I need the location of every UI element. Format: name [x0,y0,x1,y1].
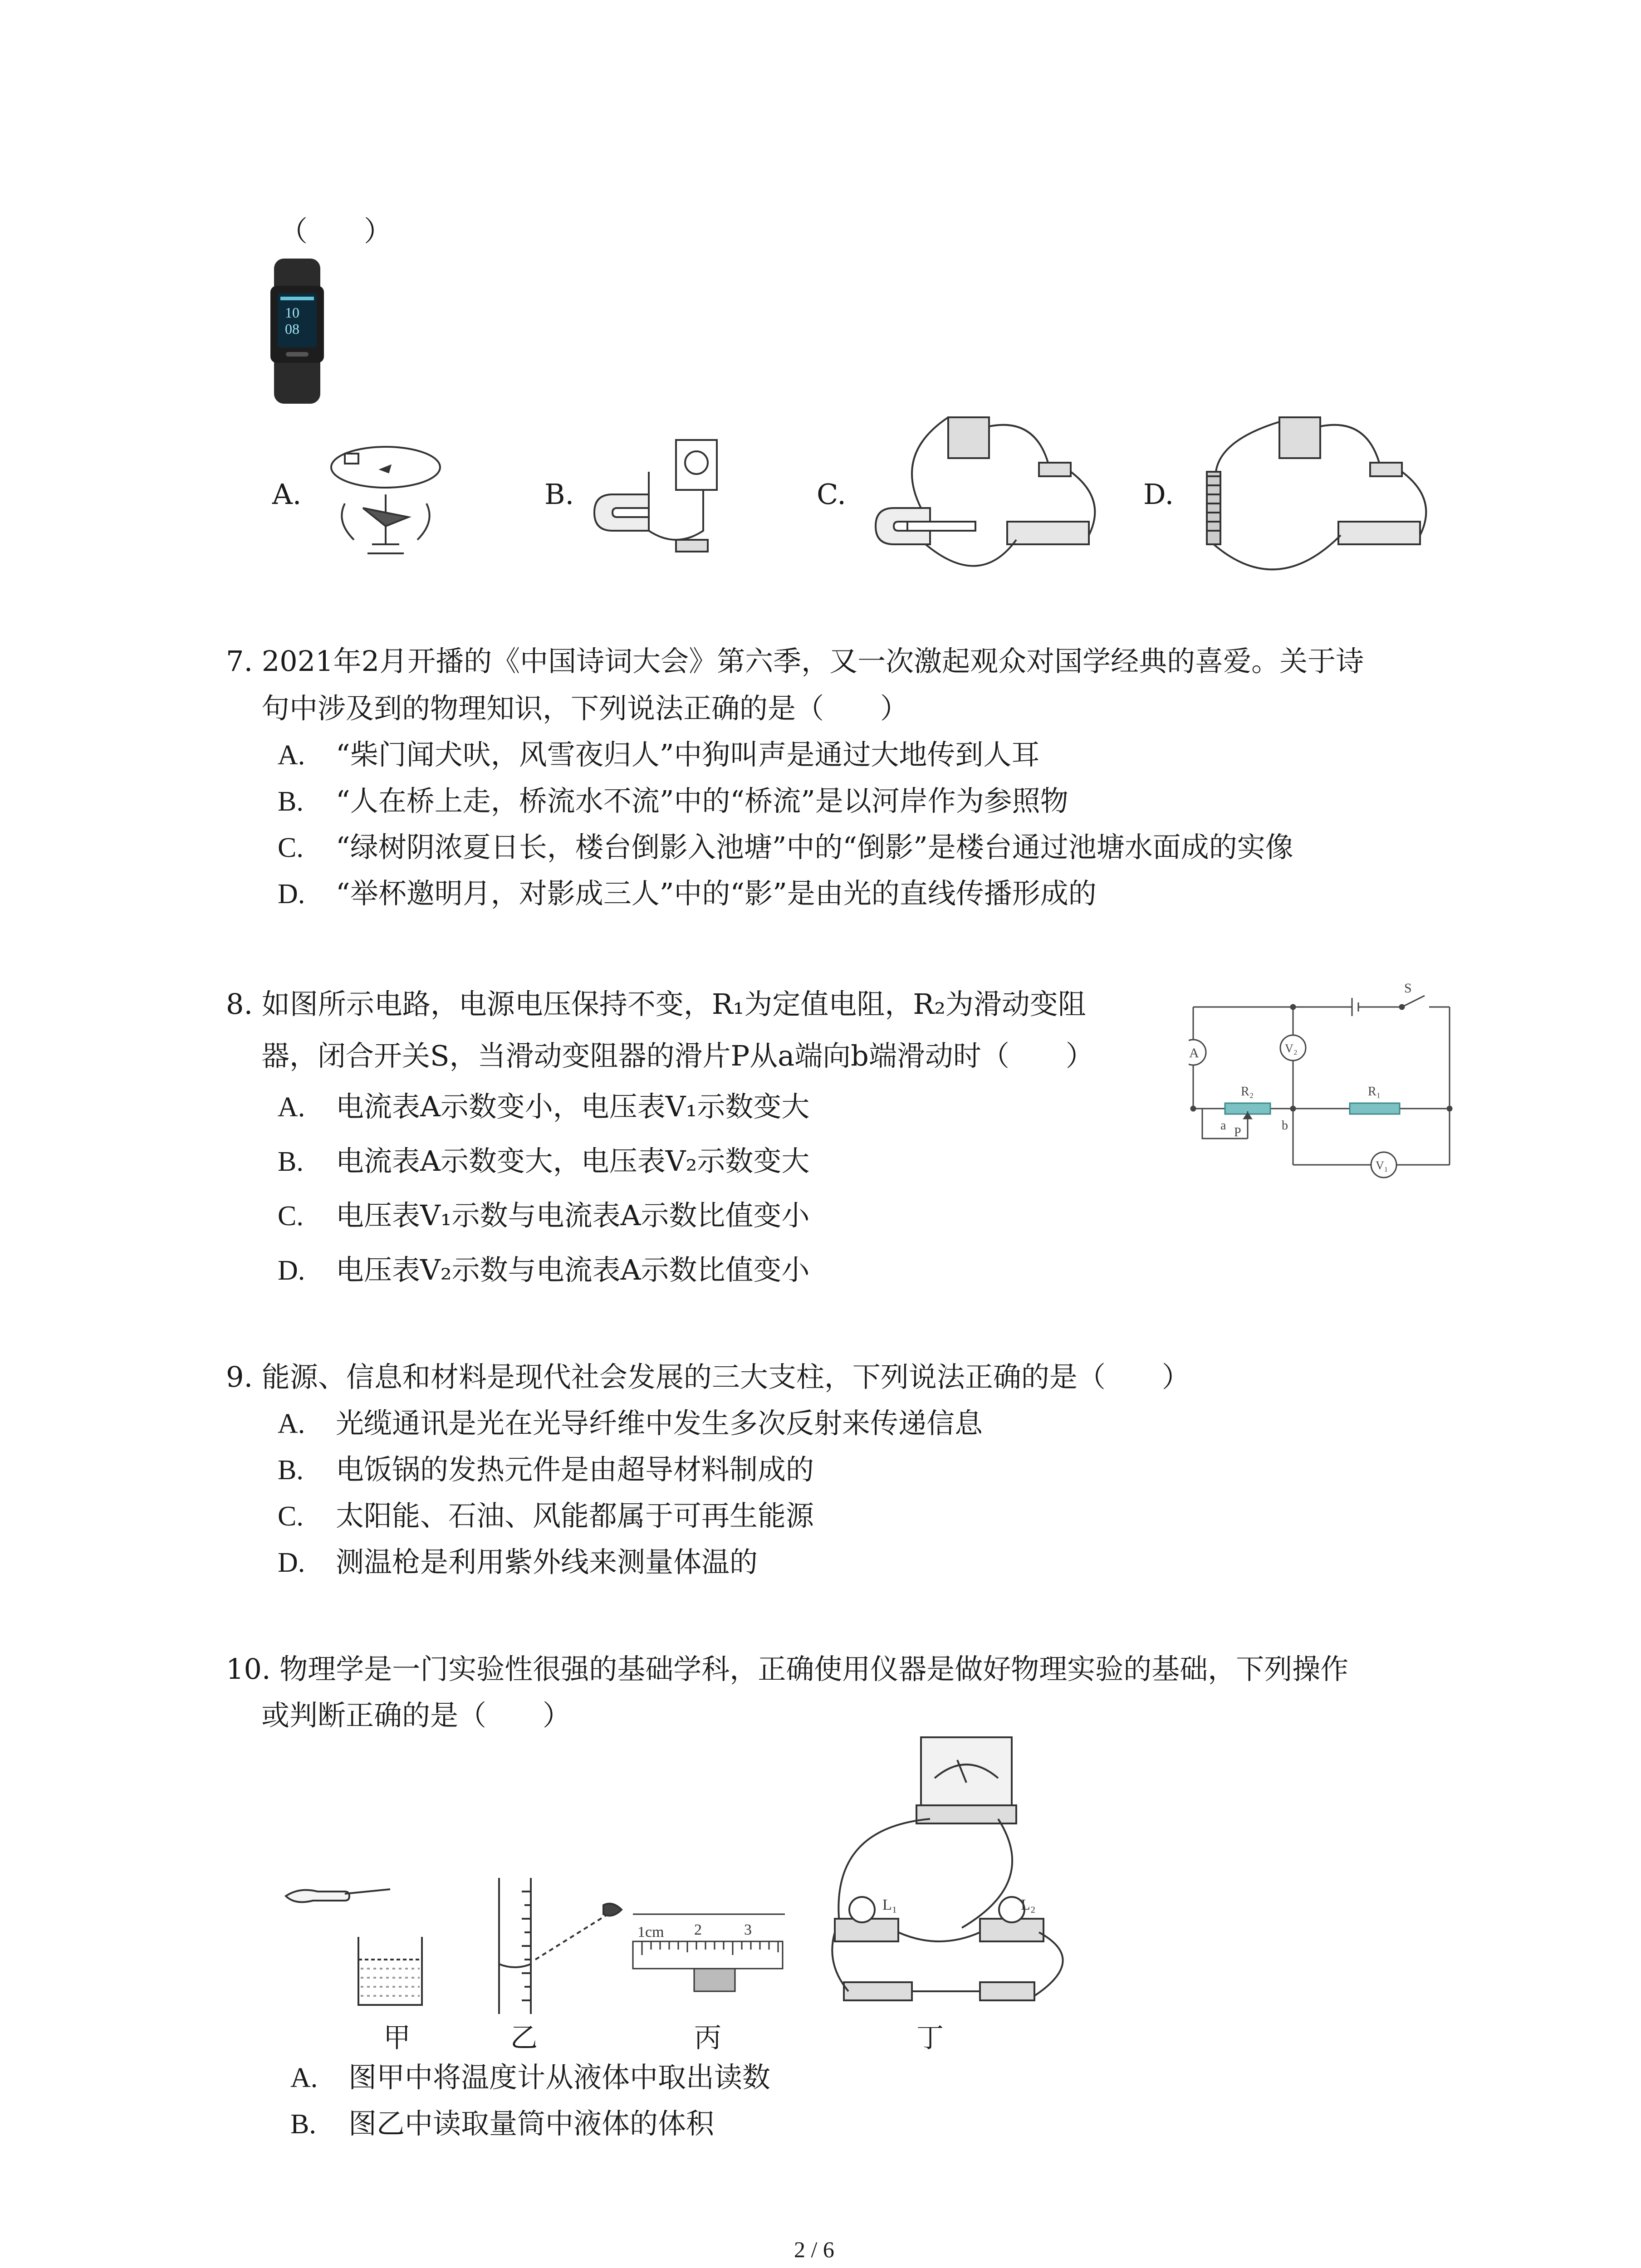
watch-minute: 08 [285,321,299,337]
q6-stem-tail: （ ） [279,215,392,248]
q6-figure-b [585,435,730,572]
r2-label: R₂ [1241,1085,1254,1099]
ruler-label-1cm: 1cm [637,1924,664,1941]
slider-p-label: P [1234,1125,1241,1139]
q10-fig-label-ding: 丁 [916,2023,944,2053]
lamp-l1-label: L₁ [882,1897,897,1913]
q9-stem-line-1: 9. 能源、信息和材料是现代社会发展的三大支柱，下列说法正确的是（ ） [226,1360,1190,1393]
q10-fig-label-jia: 甲 [383,2023,411,2053]
lamp-l2-label: L₂ [1021,1897,1036,1913]
q10-option-b: B. 图乙中读取量筒中液体的体积 [290,2107,715,2140]
q10-figure-ding [821,1728,1093,2019]
q9-option-c: C. 太阳能、石油、风能都属于可再生能源 [278,1499,814,1532]
q10-figure-yi [495,1873,631,2023]
q7-option-c: C. “绿树阴浓夏日长，楼台倒影入池塘”中的“倒影”是楼台通过池塘水面成的实像 [278,831,1293,864]
ruler-label-3: 3 [744,1921,752,1938]
q8-stem-line-1: 8. 如图所示电路，电源电压保持不变，R₁为定值电阻，R₂为滑动变阻 [226,987,1086,1021]
watch-hour: 10 [285,304,299,321]
q6-figure-a [327,435,449,572]
q8-circuit-diagram [1189,980,1465,1179]
smart-band-image [268,259,327,404]
q6-option-b-label: B. [544,478,574,511]
q7-option-d: D. “举杯邀明月，对影成三人”中的“影”是由光的直线传播形成的 [278,877,1097,910]
ruler-label-2: 2 [694,1921,702,1938]
q8-option-a: A. 电流表A示数变小，电压表V₁示数变大 [278,1090,810,1123]
q8-option-b: B. 电流表A示数变大，电压表V₂示数变大 [278,1144,810,1178]
q7-stem-line-2: 句中涉及到的物理知识，下列说法正确的是（ ） [261,692,909,725]
switch-label: S [1404,981,1412,996]
q9-option-a: A. 光缆通讯是光在光导纤维中发生多次反射来传递信息 [278,1407,983,1440]
q6-option-a-label: A. [272,478,302,511]
end-b-label: b [1282,1119,1288,1133]
q6-figure-d [1193,408,1438,581]
q7-option-a: A. “柴门闻犬吠，风雪夜归人”中狗叫声是通过大地传到人耳 [278,738,1040,771]
q6-figure-c [857,408,1112,581]
q9-option-b: B. 电饭锅的发热元件是由超导材料制成的 [278,1453,814,1486]
q10-stem-line-1: 10. 物理学是一门实验性很强的基础学科，正确使用仪器是做好物理实验的基础，下列操作 [226,1652,1349,1686]
q10-option-a: A. 图甲中将温度计从液体中取出读数 [290,2061,771,2094]
q10-stem-line-2: 或判断正确的是（ ） [261,1699,571,1732]
q7-option-b: B. “人在桥上走，桥流水不流”中的“桥流”是以河岸作为参照物 [278,784,1068,817]
r1-label: R₁ [1368,1085,1381,1099]
q9-option-d: D. 测温枪是利用紫外线来测量体温的 [278,1545,758,1579]
q10-fig-label-bing: 丙 [694,2023,721,2053]
v2-label: V₂ [1285,1042,1298,1055]
page-number: 2 / 6 [794,2237,834,2262]
q10-fig-label-yi: 乙 [510,2023,538,2053]
q10-figure-jia [281,1882,431,2019]
ammeter-label: A [1189,1046,1199,1061]
q10-figure-bing [631,1901,789,2009]
q8-stem-line-2: 器，闭合开关S，当滑动变阻器的滑片P从a端向b端滑动时（ ） [261,1039,1094,1072]
v1-label: V₁ [1376,1159,1388,1172]
q6-option-c-label: C. [817,478,846,511]
q7-stem-line-1: 7. 2021年2月开播的《中国诗词大会》第六季，又一次激起观众对国学经典的喜爱。关于诗 [226,645,1364,678]
end-a-label: a [1220,1119,1226,1133]
q6-option-d-label: D. [1143,478,1174,511]
q8-option-c: C. 电压表V₁示数与电流表A示数比值变小 [278,1199,810,1232]
q8-option-d: D. 电压表V₂示数与电流表A示数比值变小 [278,1253,810,1286]
